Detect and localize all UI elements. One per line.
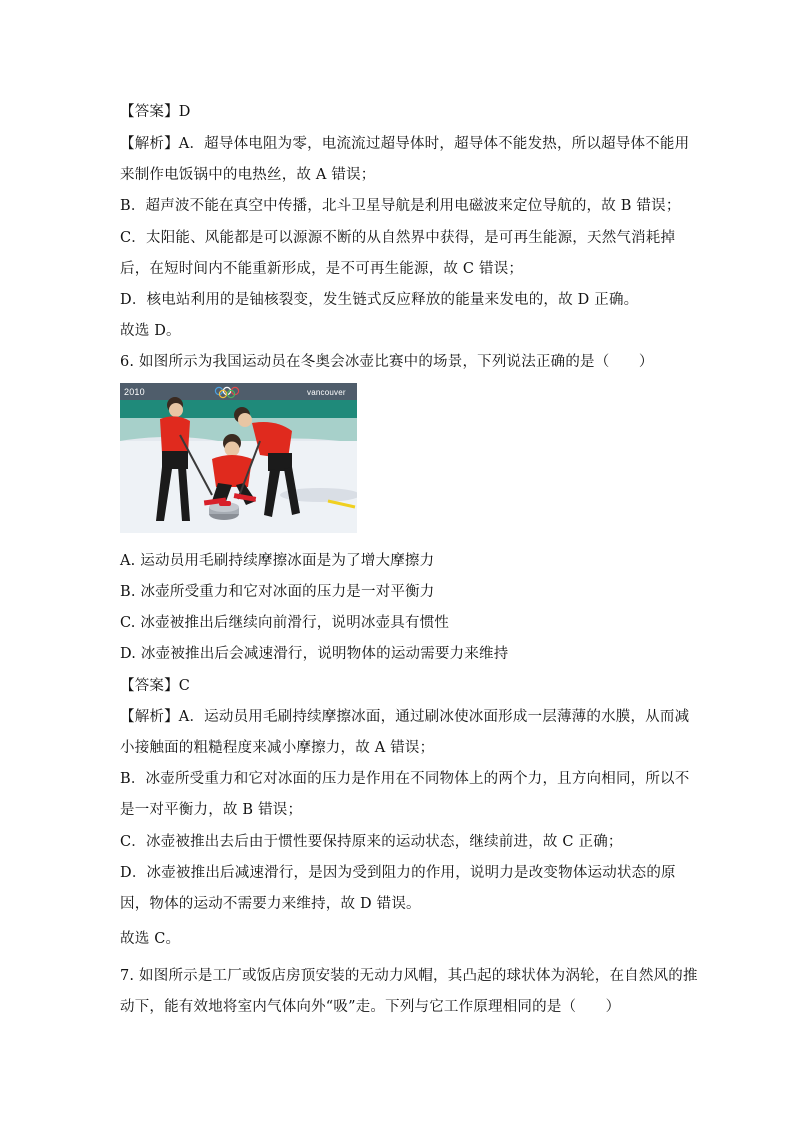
question-7-stem: 动下，能有效地将室内气体向外“吸”走。下列与它工作原理相同的是（ ）	[120, 999, 621, 1015]
answer-label-q5: 【答案】D	[120, 104, 191, 120]
curling-scene-illustration	[120, 383, 357, 533]
analysis-line: C．冰壶被推出去后由于惯性要保持原来的运动状态，继续前进，故 C 正确；	[120, 834, 623, 850]
banner-year: 2010	[124, 387, 145, 397]
conclusion-line: 故选 C。	[120, 931, 181, 947]
analysis-line: B．超声波不能在真空中传播，北斗卫星导航是利用电磁波来定位导航的，故 B 错误；	[120, 198, 681, 214]
analysis-line: D．冰壶被推出后减速滑行，是因为受到阻力的作用，说明力是改变物体运动状态的原	[120, 865, 676, 881]
analysis-line: 后，在短时间内不能重新形成，是不可再生能源，故 C 错误；	[120, 261, 524, 277]
option-d: D. 冰壶被推出后会减速滑行，说明物体的运动需要力来维持	[120, 646, 509, 662]
conclusion-line: 故选 D。	[120, 323, 181, 339]
analysis-line: 【解析】A．运动员用毛刷持续摩擦冰面，通过刷冰使冰面形成一层薄薄的水膜，从而减	[120, 709, 690, 725]
option-b: B. 冰壶所受重力和它对冰面的压力是一对平衡力	[120, 584, 435, 600]
question-7-stem: 7. 如图所示是工厂或饭店房顶安装的无动力风帽，其凸起的球状体为涡轮，在自然风的推	[120, 968, 698, 984]
option-c: C. 冰壶被推出后继续向前滑行，说明冰壶具有惯性	[120, 615, 450, 631]
analysis-line: 【解析】A．超导体电阻为零，电流流过超导体时，超导体不能发热，所以超导体不能用	[120, 136, 690, 152]
analysis-line: C．太阳能、风能都是可以源源不断的从自然界中获得，是可再生能源，天然气消耗掉	[120, 230, 676, 246]
question-6-stem: 6. 如图所示为我国运动员在冬奥会冰壶比赛中的场景，下列说法正确的是（ ）	[120, 354, 654, 370]
curling-photo	[120, 383, 357, 533]
analysis-line: 是一对平衡力，故 B 错误；	[120, 802, 303, 818]
analysis-line: 因，物体的运动不需要力来维持，故 D 错误。	[120, 896, 421, 912]
analysis-line: B．冰壶所受重力和它对冰面的压力是作用在不同物体上的两个力，且方向相同，所以不	[120, 771, 690, 787]
banner-brand: vancouver	[307, 388, 346, 397]
option-a: A. 运动员用毛刷持续摩擦冰面是为了增大摩擦力	[120, 553, 435, 569]
answer-label-q6: 【答案】C	[120, 678, 191, 694]
analysis-line: 来制作电饭锅中的电热丝，故 A 错误；	[120, 167, 376, 183]
analysis-line: 小接触面的粗糙程度来减小摩擦力，故 A 错误；	[120, 740, 435, 756]
analysis-line: D．核电站利用的是铀核裂变，发生链式反应释放的能量来发电的，故 D 正确。	[120, 292, 639, 308]
